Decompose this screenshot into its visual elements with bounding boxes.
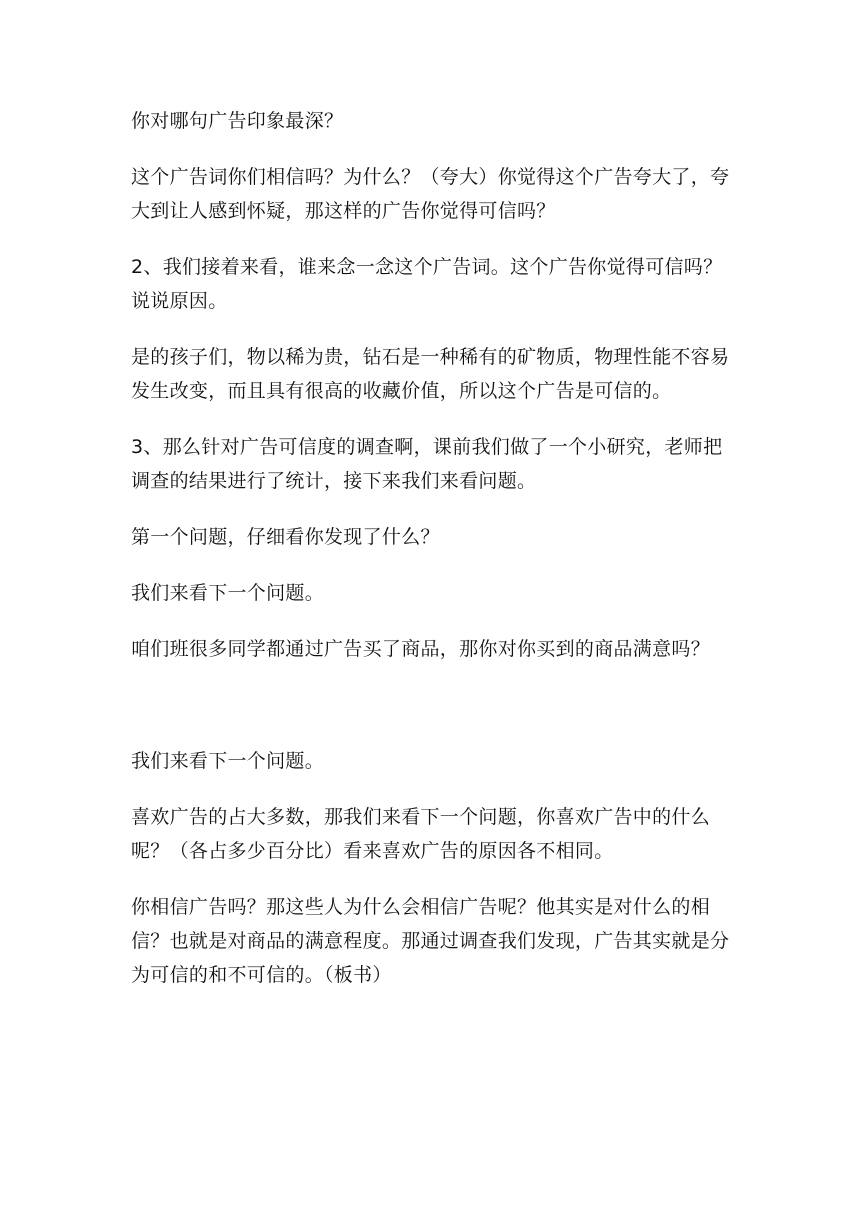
paragraph-4: 是的孩子们，物以稀为贵，钻石是一种稀有的矿物质，物理性能不容易发生改变，而且具有很高的收藏价值，所以这个广告是可信的。 [131,346,730,402]
paragraph-10: 喜欢广告的占大多数，那我们来看下一个问题，你喜欢广告中的什么呢？（各占多少百分比）看来喜欢广告的原因各不相同。 [131,806,711,862]
document-body [131,104,736,992]
paragraph-5: 3、那么针对广告可信度的调查啊，课前我们做了一个小研究，老师把调查的结果进行了统计，接下来我们来看问题。 [131,436,723,492]
paragraph-3: 2、我们接着来看，谁来念一念这个广告词。这个广告你觉得可信吗？说说原因。 [131,256,723,312]
paragraph-6: 第一个问题，仔细看你发现了什么？ [131,526,440,548]
paragraph-11: 你相信广告吗？那这些人为什么会相信广告呢？他其实是对什么的相信？也就是对商品的满意程度。那通过调查我们发现，广告其实就是分为可信的和不可信的。（板书） [131,896,730,986]
paragraph-9: 我们来看下一个问题。 [131,750,325,772]
paragraph-2: 这个广告词你们相信吗？为什么？（夸大）你觉得这个广告夸大了，夸大到让人感到怀疑，那这样的广告你觉得可信吗？ [131,166,730,222]
paragraph-1: 你对哪句广告印象最深？ [131,110,344,132]
paragraph-8: 咱们班很多同学都通过广告买了商品，那你对你买到的商品满意吗？ [131,638,711,660]
paragraph-7: 我们来看下一个问题。 [131,582,325,604]
